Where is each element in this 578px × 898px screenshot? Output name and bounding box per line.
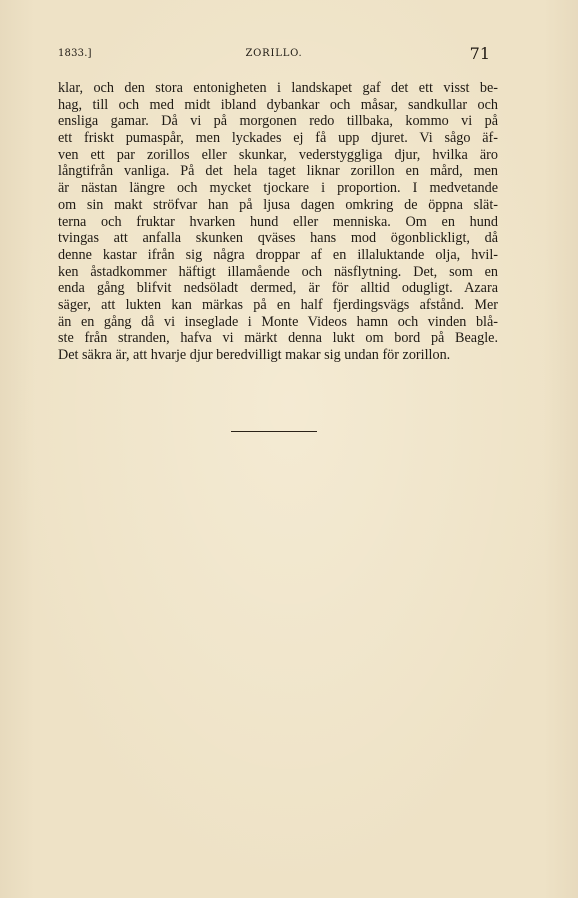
section-divider-rule — [231, 431, 317, 432]
text-line: klar, och den stora entonigheten i landskapet gaf det ett visst be- — [58, 80, 498, 96]
page-number: 71 — [469, 44, 490, 63]
text-line-last: Det säkra är, att hvarje djur beredvilligt makar sig undan för zorillon. — [58, 347, 451, 363]
text-line: ste från stranden, hafva vi märkt denna lukt om bord på Beagle. — [58, 330, 498, 347]
body-paragraph — [58, 80, 498, 364]
page-header — [58, 44, 490, 64]
header-year: 1833.] — [58, 48, 92, 59]
text-line: ett friskt pumaspår, men lyckades ej få upp djuret. Vi sågo äf- — [58, 130, 498, 147]
text-line: säger, att lukten kan märkas på en half fjerdingsvägs afstånd. Mer — [58, 296, 498, 313]
text-line: ken åstadkommer häftigt illamående och näsflytning. Det, som en — [58, 263, 498, 280]
running-title: ZORILLO. — [245, 48, 303, 59]
text-line: tvingas att anfalla skunken qväses hans mod ögonblickligt, då — [58, 230, 498, 247]
text-line: är nästan längre och mycket tjockare i proportion. I medvetande — [58, 180, 498, 197]
text-line: än en gång då vi inseglade i Monte Videos hamn och vinden blå- — [58, 313, 498, 330]
text-line: denne kastar ifrån sig några droppar af en illaluktande olja, hvil- — [58, 246, 498, 263]
text-line: om sin makt ströfvar han på ljusa dagen omkring de öppna slät- — [58, 196, 498, 213]
text-line: terna och fruktar hvarken hund eller menniska. Om en hund — [58, 213, 498, 230]
text-line: långtifrån vanliga. På det hela taget liknar zorillon en mård, men — [58, 163, 498, 180]
text-line: enda gång blifvit nedsöladt dermed, är för alltid odugligt. Azara — [58, 280, 498, 297]
text-line: ensliga gamar. Då vi på morgonen redo tillbaka, kommo vi på — [58, 113, 498, 130]
text-line: hag, till och med midt ibland dybankar och måsar, sandkullar och — [58, 96, 498, 113]
text-line: ven ett par zorillos eller skunkar, vederstyggliga djur, hvilka äro — [58, 146, 498, 163]
